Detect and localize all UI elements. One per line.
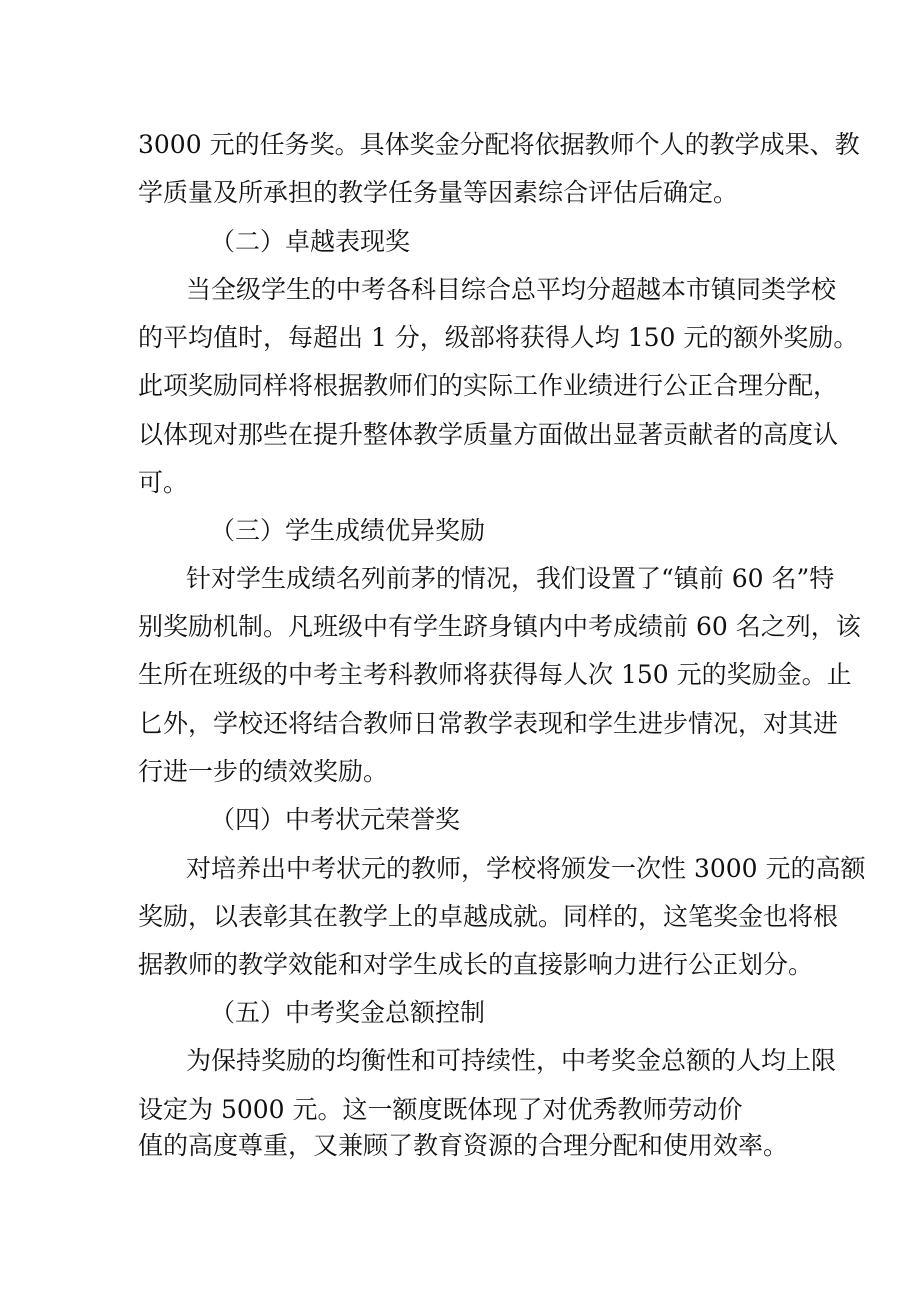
paragraph-line: 为保持奖励的均衡性和可持续性，中考奖金总额的人均上限 (186, 1046, 837, 1075)
paragraph-line: 针对学生成绩名列前茅的情况，我们设置了“镇前 60 名”特 (186, 564, 835, 593)
paragraph-line: 以体现对那些在提升整体教学质量方面做出显著贡献者的高度认 (138, 420, 839, 449)
paragraph-line: 别奖励机制。凡班级中有学生跻身镇内中考成绩前 60 名之列，该 (138, 612, 861, 641)
paragraph-line: 可。 (138, 468, 189, 497)
paragraph-line: 值的高度尊重，又兼顾了教育资源的合理分配和使用效率。 (138, 1131, 789, 1160)
paragraph-line: 生所在班级的中考主考科教师将获得每人次 150 元的奖励金。止 (138, 660, 852, 689)
paragraph-line: 3000 元的任务奖。具体奖金分配将依据教师个人的教学成果、教 (138, 130, 860, 159)
section-heading-3: （三）学生成绩优异奖励 (210, 516, 486, 545)
section-heading-5: （五）中考奖金总额控制 (210, 998, 486, 1027)
paragraph-line: 行进一步的绩效奖励。 (138, 757, 389, 786)
section-heading-4: （四）中考状元荣誉奖 (210, 805, 461, 834)
section-heading-2: （二）卓越表现奖 (210, 227, 411, 256)
paragraph-line: 学质量及所承担的教学任务量等因素综合评估后确定。 (138, 178, 739, 207)
paragraph-line: 设定为 5000 元。这一额度既体现了对优秀教师劳动价 (138, 1095, 743, 1124)
paragraph-line: 匕外，学校还将结合教师日常教学表现和学生进步情况，对其进 (138, 709, 839, 738)
paragraph-line: 的平均值时，每超出 1 分，级部将获得人均 150 元的额外奖励。 (138, 323, 859, 352)
paragraph-line: 对培养出中考状元的教师，学校将颁发一次性 3000 元的高额 (186, 854, 866, 883)
paragraph-line: 奖励，以表彰其在教学上的卓越成就。同样的，这笔奖金也将根 (138, 902, 839, 931)
paragraph-line: 此项奖励同样将根据教师们的实际工作业绩进行公正合理分配， (138, 371, 839, 400)
paragraph-line: 当全级学生的中考各科目综合总平均分超越本市镇同类学校 (186, 275, 837, 304)
paragraph-line: 据教师的教学效能和对学生成长的直接影响力进行公正划分。 (138, 950, 814, 979)
